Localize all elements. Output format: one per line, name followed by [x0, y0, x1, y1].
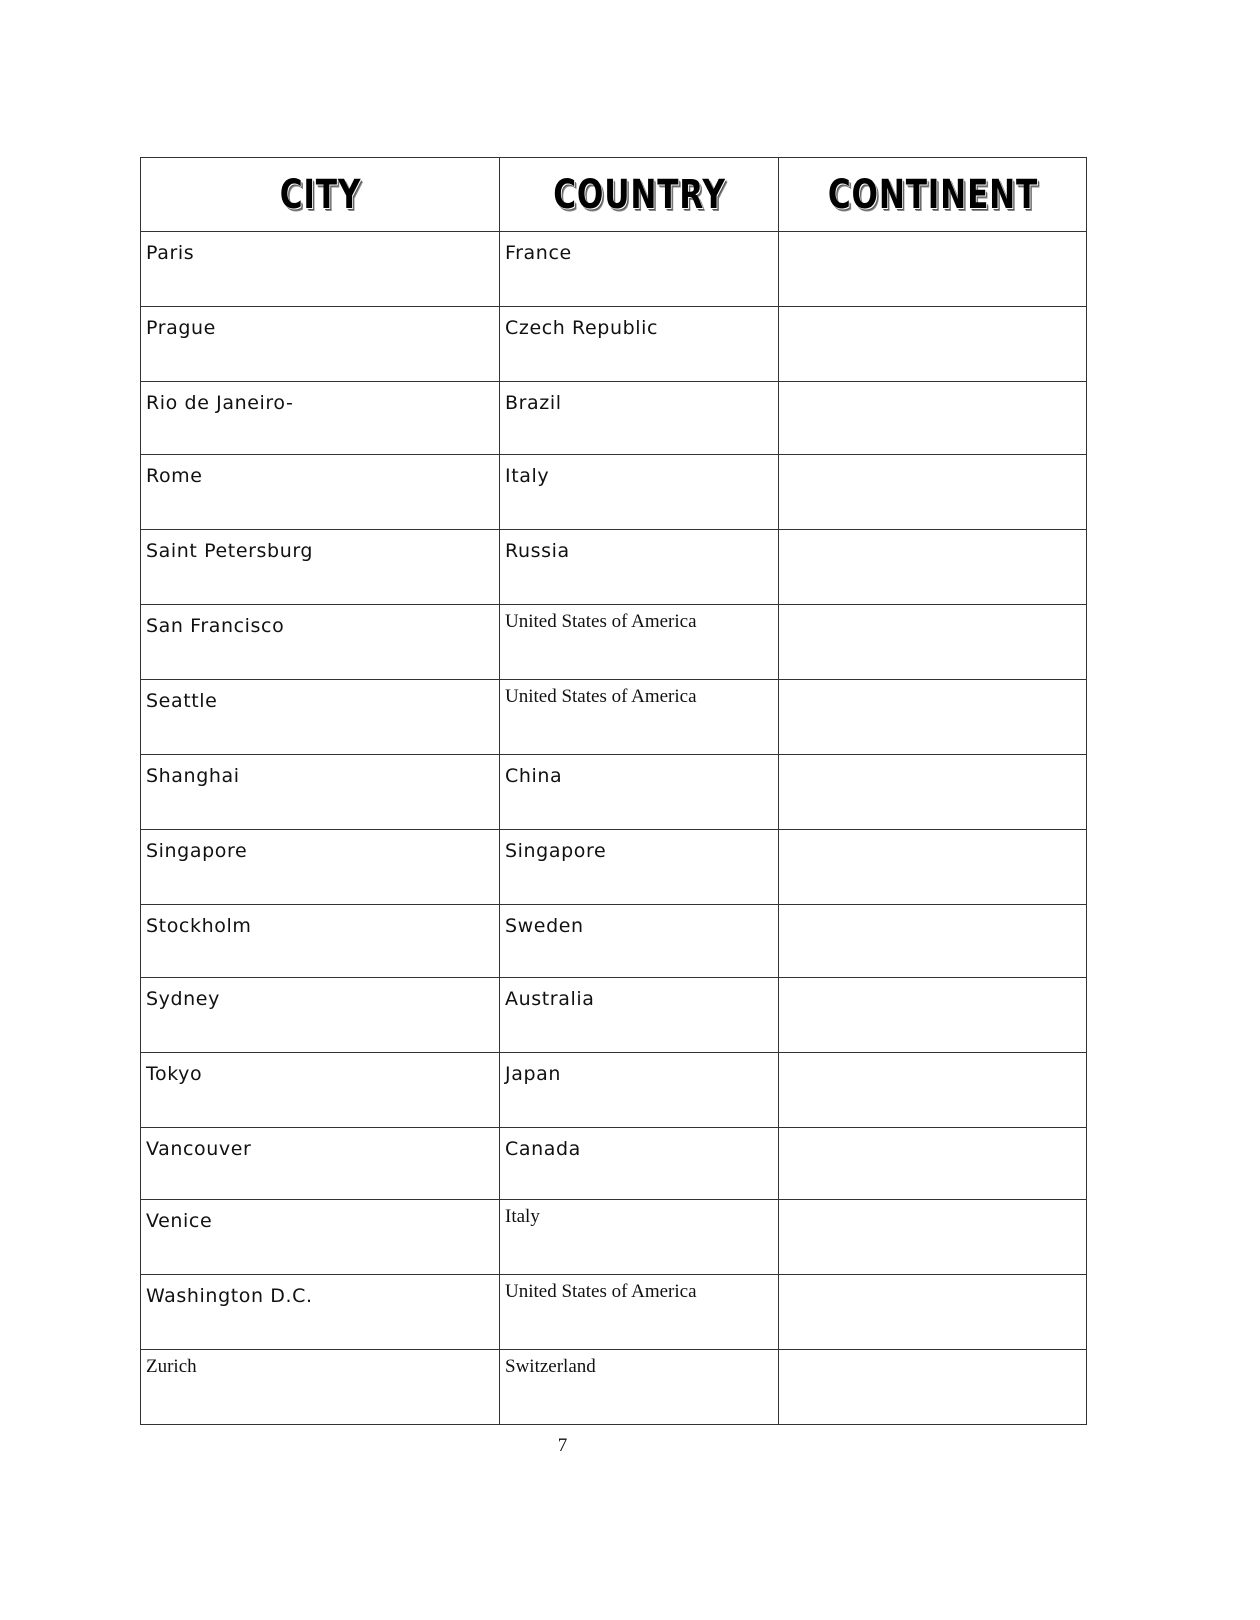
- continent-cell[interactable]: [779, 905, 1087, 978]
- country-cell: [500, 232, 779, 307]
- country-cell: [500, 830, 779, 905]
- country-cell: [500, 1200, 779, 1275]
- continent-cell-text: [779, 605, 1086, 615]
- continent-cell[interactable]: [779, 755, 1087, 830]
- city-cell-text: Shanghai: [146, 765, 240, 787]
- city-cell-text: Seattle: [146, 690, 218, 712]
- city-cell-text: Saint Petersburg: [146, 540, 314, 562]
- city-cell: [141, 755, 500, 830]
- country-cell: [500, 1053, 779, 1128]
- city-cell: [141, 232, 500, 307]
- country-cell-text: France: [505, 242, 572, 264]
- city-cell: [141, 455, 500, 530]
- country-cell: [500, 978, 779, 1053]
- continent-cell[interactable]: [779, 455, 1087, 530]
- city-cell-text: Sydney: [146, 988, 220, 1010]
- country-cell: [500, 382, 779, 455]
- country-cell: [500, 1128, 779, 1200]
- continent-cell[interactable]: [779, 830, 1087, 905]
- country-cell: [500, 530, 779, 605]
- country-cell: [500, 455, 779, 530]
- table-row: [141, 978, 1087, 1053]
- country-cell-text: Brazil: [505, 392, 562, 414]
- country-cell: [500, 1350, 779, 1425]
- continent-cell-text: [779, 1200, 1086, 1210]
- country-cell: [500, 1275, 779, 1350]
- table-row: [141, 1200, 1087, 1275]
- continent-cell-text: [779, 307, 1086, 317]
- city-cell: [141, 680, 500, 755]
- continent-cell-text: [779, 905, 1086, 915]
- country-cell-text: Singapore: [505, 840, 607, 862]
- country-cell-text: Canada: [505, 1138, 581, 1160]
- continent-cell-text: [779, 232, 1086, 242]
- country-cell: [500, 755, 779, 830]
- continent-cell-text: [779, 455, 1086, 465]
- country-cell-text: Australia: [505, 988, 595, 1010]
- continent-cell-text: [779, 830, 1086, 840]
- city-cell: [141, 307, 500, 382]
- table-row: [141, 605, 1087, 680]
- table-row: [141, 455, 1087, 530]
- continent-cell[interactable]: [779, 1200, 1087, 1275]
- city-cell-text: Rome: [146, 465, 203, 487]
- country-cell: [500, 605, 779, 680]
- table-row: [141, 680, 1087, 755]
- continent-cell[interactable]: [779, 530, 1087, 605]
- city-cell-text: Stockholm: [146, 915, 252, 937]
- city-cell-text: Venice: [146, 1210, 213, 1232]
- country-cell-text: China: [505, 765, 563, 787]
- country-cell: [500, 307, 779, 382]
- city-cell-text: San Francisco: [146, 615, 285, 637]
- table-row: [141, 755, 1087, 830]
- continent-cell[interactable]: [779, 232, 1087, 307]
- country-cell: [500, 680, 779, 755]
- city-cell: [141, 1053, 500, 1128]
- table-row: [141, 830, 1087, 905]
- header-city: CITY: [180, 158, 460, 232]
- continent-cell[interactable]: [779, 1350, 1087, 1425]
- continent-cell[interactable]: [779, 1053, 1087, 1128]
- city-cell-text: Prague: [146, 317, 216, 339]
- city-cell: [141, 530, 500, 605]
- table-row: [141, 905, 1087, 978]
- continent-cell-text: [779, 1275, 1086, 1285]
- table-row: [141, 307, 1087, 382]
- continent-cell-text: [779, 1128, 1086, 1138]
- table-row: [141, 1350, 1087, 1425]
- continent-cell[interactable]: [779, 1275, 1087, 1350]
- city-cell: [141, 1200, 500, 1275]
- city-cell-text: Paris: [146, 242, 195, 264]
- continent-cell-text: [779, 382, 1086, 392]
- continent-cell-text: [779, 755, 1086, 765]
- continent-cell-text: [779, 978, 1086, 988]
- header-row: [141, 158, 1087, 232]
- city-cell-text: Washington D.C.: [146, 1285, 313, 1307]
- country-cell: [500, 905, 779, 978]
- city-cell: [141, 830, 500, 905]
- page-number: 7: [557, 1435, 568, 1456]
- country-cell-text: Italy: [505, 465, 550, 487]
- country-cell-text: Russia: [505, 540, 570, 562]
- table-row: [141, 232, 1087, 307]
- continent-cell-text: [779, 1350, 1086, 1360]
- city-cell: [141, 978, 500, 1053]
- country-cell-text: Sweden: [505, 915, 584, 937]
- country-cell-text: United States of America: [505, 1281, 697, 1302]
- city-cell-text: Zurich: [146, 1356, 197, 1377]
- country-cell-text: United States of America: [505, 611, 697, 632]
- table-row: [141, 530, 1087, 605]
- country-cell-text: Switzerland: [505, 1356, 596, 1377]
- continent-cell[interactable]: [779, 382, 1087, 455]
- city-country-continent-table: [140, 157, 1087, 1425]
- continent-cell[interactable]: [779, 307, 1087, 382]
- continent-cell-text: [779, 530, 1086, 540]
- city-cell: [141, 905, 500, 978]
- city-cell: [141, 1128, 500, 1200]
- city-cell: [141, 382, 500, 455]
- city-cell: [141, 1350, 500, 1425]
- country-cell-text: Italy: [505, 1206, 540, 1227]
- city-cell: [141, 605, 500, 680]
- city-cell-text: Rio de Janeiro-: [146, 392, 294, 414]
- table-row: [141, 1053, 1087, 1128]
- table-row: [141, 382, 1087, 455]
- continent-cell[interactable]: [779, 1128, 1087, 1200]
- header-continent: CONTINENT: [812, 158, 1052, 232]
- city-cell-text: Vancouver: [146, 1138, 252, 1160]
- continent-cell[interactable]: [779, 680, 1087, 755]
- country-cell-text: Czech Republic: [505, 317, 659, 339]
- table-row: [141, 1128, 1087, 1200]
- continent-cell-text: [779, 1053, 1086, 1063]
- country-cell-text: United States of America: [505, 686, 697, 707]
- city-cell-text: Tokyo: [146, 1063, 203, 1085]
- country-cell-text: Japan: [505, 1063, 561, 1085]
- city-cell: [141, 1275, 500, 1350]
- continent-cell-text: [779, 680, 1086, 690]
- city-cell-text: Singapore: [146, 840, 248, 862]
- continent-cell[interactable]: [779, 605, 1087, 680]
- header-country: COUNTRY: [530, 158, 748, 232]
- continent-cell[interactable]: [779, 978, 1087, 1053]
- table-row: [141, 1275, 1087, 1350]
